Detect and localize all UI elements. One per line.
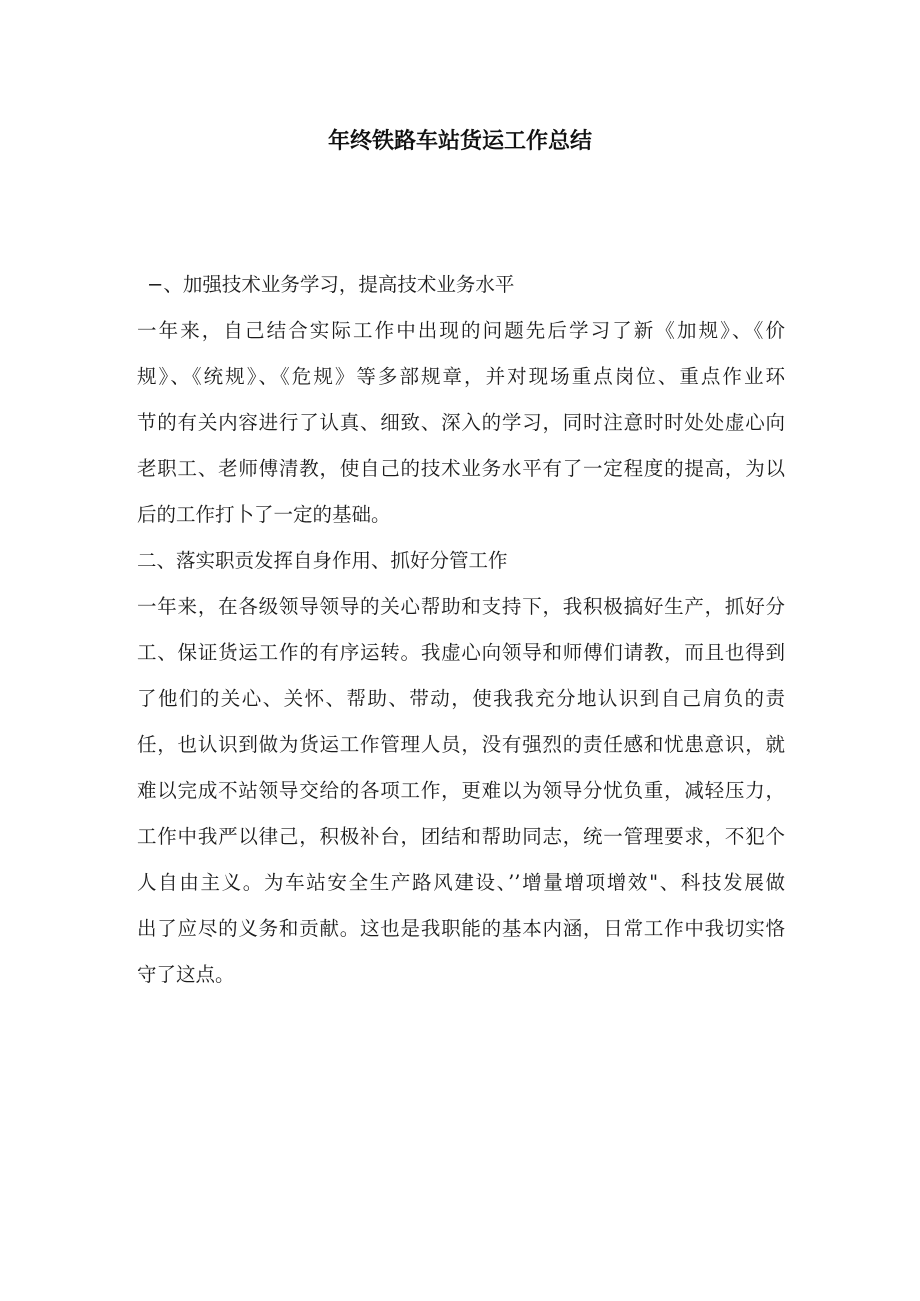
paragraph-1-line-4: 老职工、老师傅清教，使自己的技术业务水平有了一定程度的提高，为以 [137,457,785,480]
paragraph-2-line-4: 任，也认识到做为货运工作管理人员，没有强烈的责任感和忧患意识，就 [137,733,785,756]
paragraph-1-line-2: 规》、《统规》、《危规》等多部规章，并对现场重点岗位、重点作业环 [137,365,785,388]
paragraph-1-line-5: 后的工作打卜了一定的基础。 [137,503,391,526]
paragraph-2-line-2: 工、保证货运工作的有序运转。我虚心向领导和师傅们请教，而且也得到 [137,641,785,664]
paragraph-2-line-3: 了他们的关心、关怀、帮助、带动，使我我充分地认识到自己肩负的责 [137,687,785,710]
paragraph-2-line-6: 工作中我严以律己，积极补台，团结和帮助同志，统一管理要求，不犯个 [137,825,785,848]
paragraph-2-line-8: 出了应尽的义务和贡献。这也是我职能的基本内涵，日常工作中我切实恪 [137,917,785,940]
paragraph-1-line-1: 一年来，自己结合实际工作中出现的问题先后学习了新《加规》、《价 [137,319,785,342]
document-body [137,262,785,998]
paragraph-1-line-3: 节的有关内容进行了认真、细致、深入的学习，同时注意时时处处虚心向 [137,411,785,434]
section-heading-1: −、加强技术业务学习，提高技术业务水平 [147,273,515,296]
section-heading-2: 二、落实职贡发挥自身作用、抓好分管工作 [137,549,508,572]
document-title: 年终铁路车站货运工作总结 [327,129,592,154]
paragraph-2-line-1: 一年来，在各级领导领导的关心帮助和支持下，我积极搞好生产，抓好分 [137,595,785,618]
paragraph-2-line-7: 人自由主义。为车站安全生产路风建设、’’增量增项增效"、科技发展做 [137,871,785,894]
paragraph-2-line-5: 难以完成不站领导交给的各项工作，更难以为领导分忧负重，减轻压力， [137,779,785,802]
paragraph-2-line-9: 守了这点。 [137,963,235,986]
